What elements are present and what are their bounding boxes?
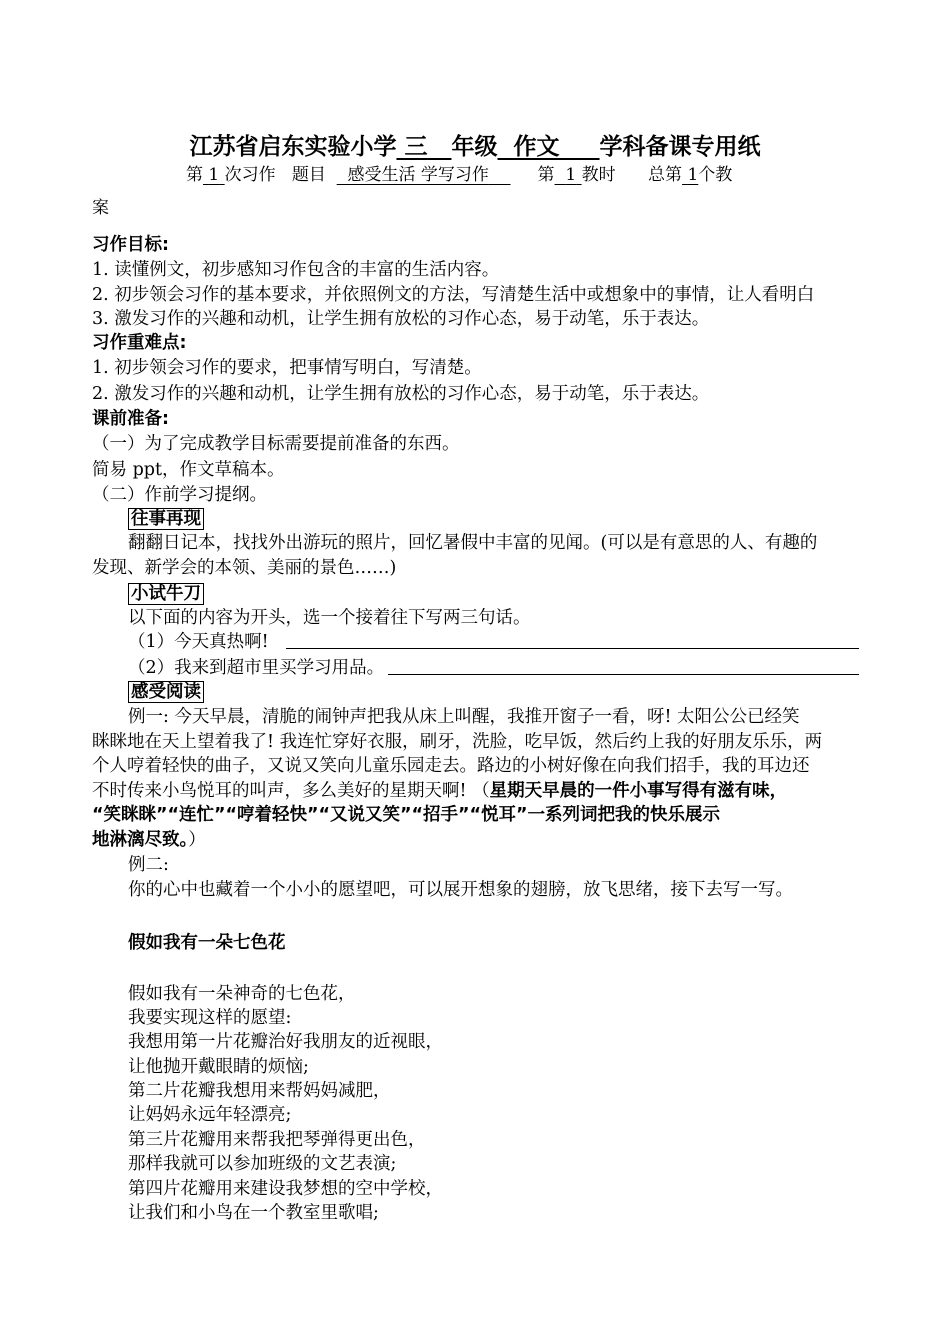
lesson-info-line: 第 1 次习作 题目 感受生活 学写习作 第 1 教时 总第 1个教 xyxy=(186,165,733,185)
example1-comment-line: “笑眯眯”“连忙”“哼着轻快”“又说又笑”“招手”“悦耳”一系列词把我的快乐展示 xyxy=(92,805,721,825)
poem-line: 我想用第一片花瓣治好我朋友的近视眼， xyxy=(128,1032,443,1052)
answer-line-2[interactable] xyxy=(388,674,859,675)
section-label-memory: 往事再现 xyxy=(128,505,204,530)
poem-title: 假如我有一朵七色花 xyxy=(128,933,286,953)
practice-item-2: （2）我来到超市里买学习用品。 xyxy=(128,658,385,678)
poem-line: 第四片花瓣用来建设我梦想的空中学校， xyxy=(128,1179,443,1199)
assignment-number: 1 xyxy=(208,165,220,185)
prep-line-3: （二）作前学习提纲。 xyxy=(92,485,267,505)
goal-item-1: 1. 读懂例文，初步感知习作包含的丰富的生活内容。 xyxy=(92,260,500,280)
grade-field: 三 xyxy=(404,134,428,160)
example1-line-1: 例一: 今天早晨，清脆的闹钟声把我从床上叫醒，我推开窗子一看，呀! 太阳公公已经笑 xyxy=(128,707,800,727)
section-label-reading: 感受阅读 xyxy=(128,678,204,703)
prep-heading: 课前准备: xyxy=(92,409,169,429)
section1-text-1: 翻翻日记本，找找外出游玩的照片，回忆暑假中丰富的见闻。(可以是有意思的人、有趣的 xyxy=(128,533,818,553)
subject-field: 作文 xyxy=(513,134,560,160)
example1-line-4: 不时传来小鸟悦耳的叫声，多么美好的星期天啊! （星期天早晨的一件小事写得有滋有味， xyxy=(92,781,788,801)
example2-label: 例二: xyxy=(128,855,169,875)
poem-line: 我要实现这样的愿望: xyxy=(128,1008,292,1028)
topic-field: 感受生活 学写习作 xyxy=(347,165,489,185)
section2-intro: 以下面的内容为开头，选一个接着往下写两三句话。 xyxy=(128,608,531,628)
poem-line: 让他抛开戴眼睛的烦恼; xyxy=(128,1057,309,1077)
prep-line-2: 简易 ppt，作文草稿本。 xyxy=(92,460,285,480)
goal-item-2: 2. 初步领会习作的基本要求，并依照例文的方法，写清楚生活中或想象中的事情，让人看明白 xyxy=(92,285,815,305)
poem-line: 第二片花瓣我想用来帮妈妈减肥， xyxy=(128,1081,391,1101)
poem-line: 那样我就可以参加班级的文艺表演; xyxy=(128,1154,397,1174)
title-suffix: 学科备课专用纸 xyxy=(599,134,761,160)
difficulty-item-1: 1. 初步领会习作的要求，把事情写明白，写清楚。 xyxy=(92,358,482,378)
goal-item-3: 3. 激发习作的兴趣和动机，让学生拥有放松的习作心态，易于动笔，乐于表达。 xyxy=(92,309,710,329)
prep-line-1: （一）为了完成教学目标需要提前准备的东西。 xyxy=(92,434,460,454)
page-title xyxy=(0,128,950,161)
example1-line-3: 个人哼着轻快的曲子，又说又笑向儿童乐园走去。路边的小树好像在向我们招手，我的耳边还 xyxy=(92,756,810,776)
poem-line: 第三片花瓣用来帮我把琴弹得更出色， xyxy=(128,1130,426,1150)
answer-line-1[interactable] xyxy=(286,648,859,649)
example1-line-6: 地淋漓尽致。） xyxy=(92,830,206,850)
lesson-info-wrap: 案 xyxy=(92,198,109,218)
poem-line: 让妈妈永远年轻漂亮; xyxy=(128,1105,292,1125)
goals-heading: 习作目标: xyxy=(92,235,169,255)
section-label-practice: 小试牛刀 xyxy=(128,580,204,605)
poem-line: 让我们和小鸟在一个教室里歌唱; xyxy=(128,1203,379,1223)
difficulties-heading: 习作重难点: xyxy=(92,333,187,353)
section1-text-2: 发现、新学会的本领、美丽的景色……) xyxy=(92,558,397,578)
example2-text: 你的心中也藏着一个小小的愿望吧，可以展开想象的翅膀，放飞思绪，接下去写一写。 xyxy=(128,880,793,900)
example1-line-2: 眯眯地在天上望着我了! 我连忙穿好衣服，刷牙，洗脸，吃早饭，然后约上我的好朋友乐乐，两 xyxy=(92,732,823,752)
practice-item-1: （1）今天真热啊! xyxy=(128,632,269,652)
grade-suffix: 年级 xyxy=(451,134,498,160)
difficulty-item-2: 2. 激发习作的兴趣和动机，让学生拥有放松的习作心态，易于动笔，乐于表达。 xyxy=(92,384,710,404)
total-number: 1 xyxy=(687,165,699,185)
poem-line: 假如我有一朵神奇的七色花， xyxy=(128,984,356,1004)
example1-comment-start: 星期天早晨的一件小事写得有滋有味， xyxy=(489,781,788,801)
lesson-number: 1 xyxy=(565,165,577,185)
school-name: 江苏省启东实验小学 xyxy=(189,134,397,160)
